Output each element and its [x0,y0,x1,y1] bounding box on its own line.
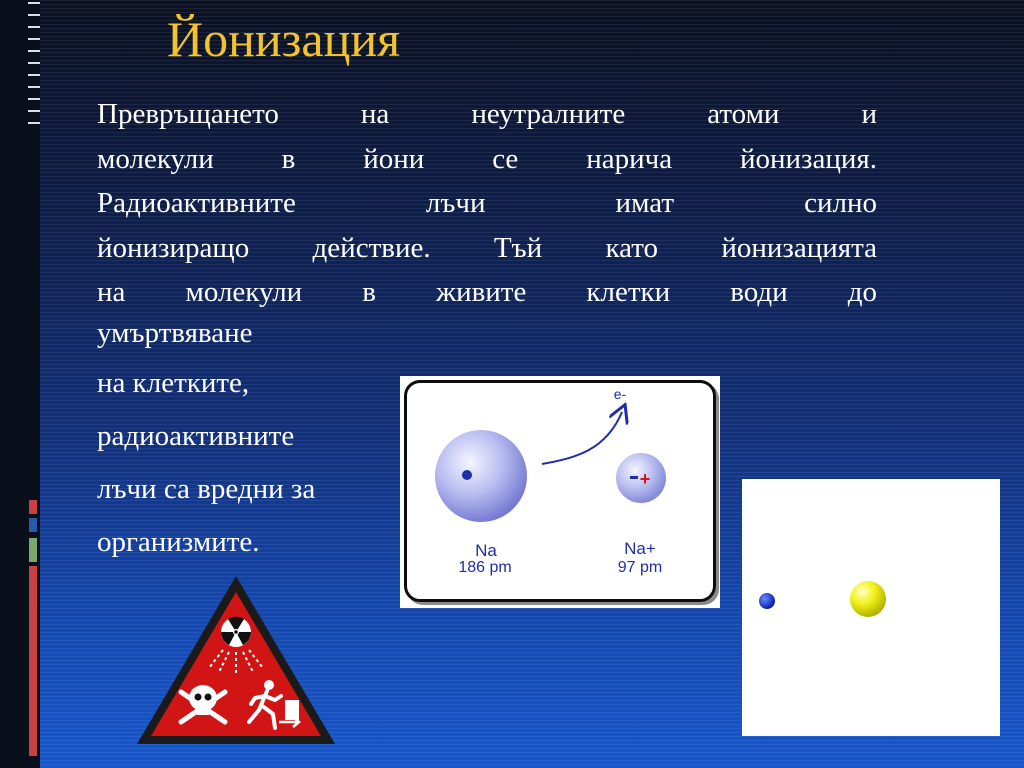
continuation-line: лъчи са вредни за [97,473,316,505]
body-paragraph [97,92,877,355]
strip-lines [28,0,42,140]
body-line: йонизиращо действие. Тъй като йонизацията [97,231,877,264]
continuation-line: радиоактивните [97,420,295,452]
electron-emission-arrow [542,412,622,464]
blue-particle [759,593,775,609]
sodium-atom-sphere [435,430,527,522]
ion-plus-mark: + [639,469,651,489]
body-line: на молекули в живите клетки води до [97,276,877,308]
accent-green [29,538,37,562]
continuation-line: на клетките, [97,367,250,399]
ionization-diagram [400,376,720,608]
slide-title: Йонизация [167,11,401,67]
body-line: Радиоактивните лъчи имат силно [97,187,877,219]
ion-minus-mark [630,476,638,479]
radiation-warning-sign-icon [133,572,339,752]
sodium-electron-dot [462,470,472,480]
continuation-line: организмите. [97,526,260,558]
accent-blue [29,518,37,532]
ion-label: Na+ [624,539,656,558]
atom-label: Na [475,541,497,560]
animation-panel [742,479,1000,736]
body-line: умъртвяване [97,316,253,349]
body-line: молекули в йони се нарича йонизация. [97,142,877,175]
ion-radius: 97 pm [617,559,663,576]
electron-label: e- [613,386,627,402]
accent-red-top [29,500,37,514]
yellow-sphere [850,581,886,617]
body-continuation [97,357,315,569]
accent-red-bottom [29,566,37,756]
body-line: Превръщането на неутралните атоми и [97,98,877,130]
atom-radius: 186 pm [458,559,512,576]
left-decorative-strip [0,0,40,768]
